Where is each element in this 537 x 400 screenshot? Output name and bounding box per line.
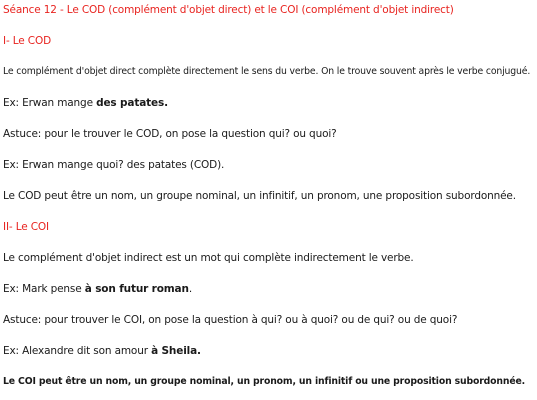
- cod-tip: Astuce: pour le trouver le COD, on pose la question qui? ou quoi?: [3, 128, 337, 140]
- coi-example-highlight: à son futur roman: [84, 283, 189, 295]
- coi-example2: [3, 344, 201, 358]
- cod-example-highlight: des patates.: [96, 97, 168, 109]
- coi-example-punctuation: .: [188, 283, 193, 295]
- cod-definition: Le complément d'objet direct complète directement le sens du verbe. On le trouve souvent après le verbe conjugué.: [3, 66, 531, 77]
- page-title: Séance 12 - Le COD (complément d'objet direct) et le COI (complément d'objet indirect): [3, 4, 454, 16]
- section-heading-cod: I- Le COD: [3, 35, 52, 47]
- coi-tip: Astuce: pour trouver le COI, on pose la question à qui? ou à quoi? ou de qui? ou de quoi?: [3, 314, 458, 326]
- coi-note: Le COI peut être un nom, un groupe nominal, un pronom, un infinitif ou une proposition subordonnée.: [3, 376, 526, 387]
- coi-example2-highlight: à Sheila.: [151, 345, 201, 357]
- coi-definition: Le complément d'objet indirect est un mot qui complète indirectement le verbe.: [3, 252, 414, 264]
- cod-example: [3, 96, 168, 110]
- cod-example-answer: Ex: Erwan mange quoi? des patates (COD).: [3, 159, 225, 171]
- cod-example-text: Ex: Erwan mange: [3, 97, 97, 109]
- section-heading-coi: II- Le COI: [3, 221, 49, 233]
- cod-note: Le COD peut être un nom, un groupe nominal, un infinitif, un pronom, une proposition subordonnée.: [3, 190, 516, 202]
- coi-example-text: Ex: Mark pense: [3, 283, 85, 295]
- coi-example: [3, 282, 192, 296]
- coi-example2-text: Ex: Alexandre dit son amour: [3, 345, 152, 357]
